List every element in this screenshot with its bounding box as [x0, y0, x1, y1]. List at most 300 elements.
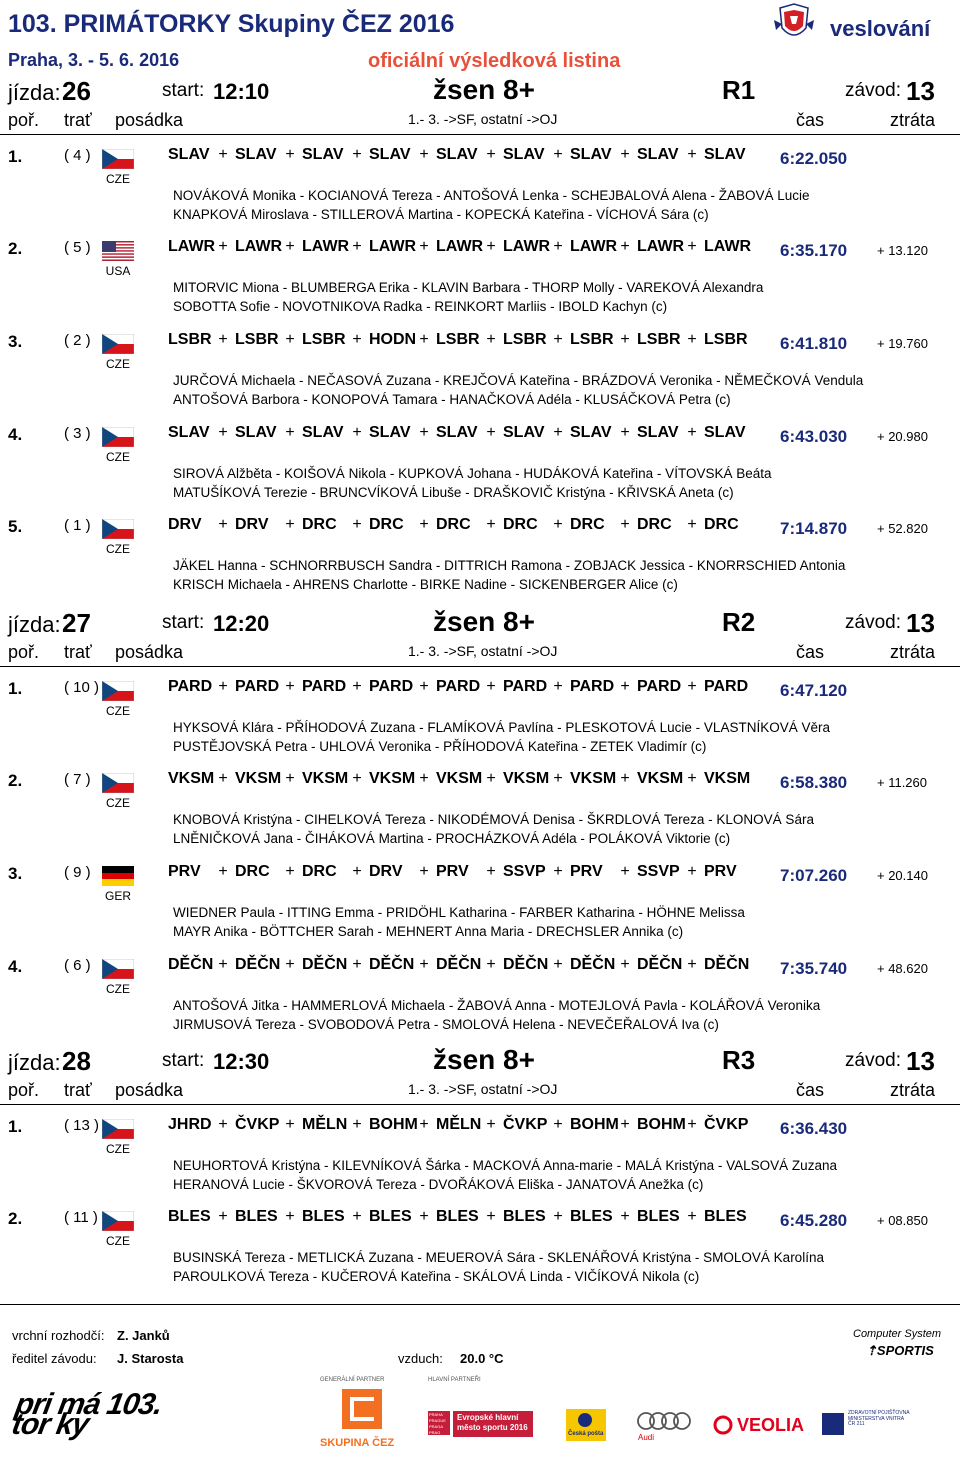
crew-place: 5. [8, 517, 23, 536]
crew-clubs [168, 678, 747, 696]
race-number: 13 [906, 76, 935, 106]
col-time: čas [796, 1080, 825, 1100]
club-code: LSBR [436, 331, 480, 348]
plus-separator: + [553, 1208, 563, 1225]
club-code: SLAV [369, 146, 411, 163]
club-code: MĚLN [302, 1116, 348, 1133]
club-code: SSVP [637, 863, 680, 880]
club-code: LSBR [168, 331, 212, 348]
club-code: DĚČN [235, 956, 281, 973]
plus-separator: + [218, 1116, 228, 1133]
plus-separator: + [553, 1116, 563, 1133]
zpmv-logo: ZDRAVOTNÍ POJIŠŤOVNA MINISTERSTVA VNITRA ČR 211 [822, 1411, 912, 1441]
ger-flag-icon [102, 866, 134, 886]
start-label: start: [162, 1050, 205, 1071]
crew-lane: ( 11 ) [64, 1209, 98, 1226]
cze-flag-icon [102, 773, 134, 793]
plus-separator: + [285, 678, 295, 695]
plus-separator: + [419, 146, 429, 163]
crew-names-line2: KRISCH Michaela - AHRENS Charlotte - BIRKE Nadine - SICKENBERGER Alice (c) [173, 577, 678, 592]
plus-separator: + [352, 238, 362, 255]
club-code: ČVKP [704, 1116, 749, 1133]
club-code: LAWR [570, 238, 618, 255]
club-code: JHRD [168, 1116, 212, 1133]
cze-flag-icon [102, 149, 134, 169]
sportis-logo: ⇡SPORTIS [866, 1343, 934, 1358]
crew-time: 7:14.870 [780, 519, 848, 538]
plus-separator: + [218, 863, 228, 880]
judge-name: Z. Janků [117, 1328, 170, 1343]
crew-place: 2. [8, 1209, 23, 1228]
cez-logo: SKUPINA ČEZ [318, 1389, 408, 1455]
document-subtitle: oficiální výsledková listina [368, 50, 621, 72]
plus-separator: + [486, 678, 496, 695]
plus-separator: + [419, 863, 429, 880]
main-partners-label: HLAVNÍ PARTNEŘI [428, 1377, 481, 1383]
crew-gap: + 52.820 [877, 521, 928, 536]
crew-gap: + 11.260 [877, 775, 928, 790]
crew-place: 2. [8, 239, 23, 258]
crew-country: CZE [106, 357, 130, 371]
round-code: R3 [722, 1045, 756, 1075]
club-code: PRV [570, 863, 603, 880]
crew-lane: ( 9 ) [64, 864, 91, 881]
crew-names-line2: HERANOVÁ Lucie - ŠKVOROVÁ Tereza - DVOŘÁKOVÁ Eliška - JANATOVÁ Anežka (c) [173, 1177, 704, 1192]
page-title: 103. PRIMÁTORKY Skupiny ČEZ 2016 [8, 10, 455, 38]
crew-country: CZE [106, 982, 130, 996]
cze-flag-icon [102, 1119, 134, 1139]
club-code: PARD [168, 678, 213, 695]
plus-separator: + [620, 331, 630, 348]
col-crew: posádka [115, 1080, 184, 1100]
crew-clubs [168, 516, 747, 534]
col-gap: ztráta [890, 1080, 936, 1100]
club-code: DRC [369, 516, 404, 533]
crew-names-line2: PUSTĚJOVSKÁ Petra - UHLOVÁ Veronika - PŘÍHODOVÁ Kateřina - ZETEK Vladimír (c) [173, 739, 707, 754]
crew-names-line1: HYKSOVÁ Klára - PŘÍHODOVÁ Zuzana - FLAMÍKOVÁ Pavlína - PLESKOTOVÁ Lucie - VLASTNÍKOVÁ Věra [173, 720, 830, 735]
plus-separator: + [553, 956, 563, 973]
crew-time: 6:41.810 [780, 334, 848, 353]
plus-separator: + [620, 1208, 630, 1225]
column-headers [0, 1078, 960, 1105]
club-code: LAWR [168, 238, 216, 255]
club-code: SLAV [369, 424, 411, 441]
progression-rule: 1.- 3. ->SF, ostatní ->OJ [408, 643, 558, 659]
crew-country: CZE [106, 796, 130, 810]
place-date: Praha, 3. - 5. 6. 2016 [8, 50, 180, 70]
crew-clubs [168, 238, 752, 256]
club-code: SLAV [503, 146, 545, 163]
plus-separator: + [486, 331, 496, 348]
club-code: BOHM [570, 1116, 619, 1133]
crew-clubs [168, 146, 747, 164]
club-code: LAWR [637, 238, 685, 255]
plus-separator: + [352, 424, 362, 441]
club-code: LSBR [704, 331, 748, 348]
race-number: 13 [906, 1046, 935, 1076]
plus-separator: + [419, 956, 429, 973]
col-place: poř. [8, 110, 40, 130]
club-code: DRC [503, 516, 538, 533]
crew-names-line2: ANTOŠOVÁ Barbora - KONOPOVÁ Tamara - HANAČKOVÁ Adéla - KLUSÁČKOVÁ Petra (c) [173, 392, 731, 407]
club-code: DĚČN [570, 956, 616, 973]
crew-row [0, 770, 960, 862]
plus-separator: + [419, 1116, 429, 1133]
crew-names-line1: NOVÁKOVÁ Monika - KOCIANOVÁ Tereza - ANTOŠOVÁ Lenka - SCHEJBALOVÁ Alena - ŽABOVÁ Lucie [173, 188, 810, 203]
plus-separator: + [687, 1116, 697, 1133]
col-crew: posádka [115, 642, 184, 662]
crew-names-line1: KNOBOVÁ Kristýna - CIHELKOVÁ Tereza - NIKODÉMOVÁ Denisa - ŠKRDLOVÁ Tereza - KLONOVÁ Sára [173, 812, 814, 827]
crew-names-line1: JURČOVÁ Michaela - NEČASOVÁ Zuzana - KREJČOVÁ Kateřina - BRÁZDOVÁ Veronika - NĚMEČKOVÁ Vendula [173, 373, 864, 388]
start-time: 12:10 [213, 79, 270, 104]
club-code: BLES [369, 1208, 412, 1225]
crew-names-line1: SIROVÁ Alžběta - KOIŠOVÁ Nikola - KUPKOVÁ Johana - HUDÁKOVÁ Kateřina - VÍTOVSKÁ Beáta [173, 466, 772, 481]
crew-clubs [168, 956, 750, 974]
crew-clubs [168, 331, 747, 349]
plus-separator: + [486, 424, 496, 441]
plus-separator: + [218, 516, 228, 533]
plus-separator: + [218, 1208, 228, 1225]
club-code: VKSM [369, 770, 416, 787]
plus-separator: + [419, 331, 429, 348]
plus-separator: + [553, 424, 563, 441]
general-partner-label: GENERÁLNÍ PARTNER [320, 1377, 385, 1383]
club-code: BLES [302, 1208, 345, 1225]
primatorky-logo: pri má 103. tor ky [9, 1388, 165, 1441]
plus-separator: + [285, 863, 295, 880]
crew-country: CZE [106, 704, 130, 718]
club-code: ČVKP [235, 1116, 280, 1133]
club-code: HODN [369, 331, 417, 348]
crew-gap: + 19.760 [877, 336, 928, 351]
club-code: BLES [235, 1208, 278, 1225]
crew-row [0, 238, 960, 330]
start-time: 12:20 [213, 611, 270, 636]
plus-separator: + [687, 146, 697, 163]
club-code: BLES [637, 1208, 680, 1225]
club-code: DĚČN [168, 956, 214, 973]
plus-separator: + [285, 331, 295, 348]
club-code: SLAV [570, 146, 612, 163]
plus-separator: + [352, 863, 362, 880]
club-code: BLES [436, 1208, 479, 1225]
club-code: DĚČN [302, 956, 348, 973]
col-crew: posádka [115, 110, 184, 130]
club-code: PRV [704, 863, 737, 880]
plus-separator: + [285, 516, 295, 533]
club-code: DĚČN [436, 956, 482, 973]
crew-place: 1. [8, 679, 23, 698]
cze-flag-icon [102, 959, 134, 979]
round-code: R2 [722, 607, 756, 637]
crew-time: 6:36.430 [780, 1119, 848, 1138]
crew-place: 3. [8, 864, 23, 883]
club-code: SLAV [235, 146, 277, 163]
club-code: DRC [235, 863, 270, 880]
plus-separator: + [419, 678, 429, 695]
crew-lane: ( 5 ) [64, 239, 91, 256]
crew-names-line1: MITORVIC Miona - BLUMBERGA Erika - KLAVIN Barbara - THORP Molly - VAREKOVÁ Alexandra [173, 280, 764, 295]
czech-post-logo: Česká pošta [566, 1409, 606, 1441]
club-code: PARD [570, 678, 615, 695]
plus-separator: + [620, 238, 630, 255]
crew-time: 6:58.380 [780, 773, 848, 792]
club-code: DRC [704, 516, 739, 533]
plus-separator: + [620, 863, 630, 880]
club-code: SLAV [704, 146, 746, 163]
event-name: žsen 8+ [433, 74, 535, 105]
plus-separator: + [620, 146, 630, 163]
crew-place: 4. [8, 957, 23, 976]
crew-time: 6:22.050 [780, 149, 848, 168]
col-lane: trať [64, 642, 92, 662]
club-code: VKSM [637, 770, 684, 787]
plus-separator: + [620, 424, 630, 441]
plus-separator: + [285, 424, 295, 441]
crew-place: 2. [8, 771, 23, 790]
crew-row [0, 331, 960, 423]
club-code: SLAV [302, 146, 344, 163]
crew-names-line1: JÄKEL Hanna - SCHNORRBUSCH Sandra - DITTRICH Ramona - ZOBJACK Jessica - KNORRSCHIED Antonia [173, 558, 846, 573]
crew-gap: + 20.980 [877, 429, 928, 444]
plus-separator: + [687, 678, 697, 695]
club-code: LAWR [235, 238, 283, 255]
crew-names-line1: NEUHORTOVÁ Kristýna - KILEVNÍKOVÁ Šárka - MACKOVÁ Anna-marie - MALÁ Kristýna - VALSOVÁ Zuzana [173, 1158, 837, 1173]
crew-lane: ( 10 ) [64, 679, 100, 696]
plus-separator: + [620, 956, 630, 973]
club-code: LSBR [302, 331, 346, 348]
crew-country: CZE [106, 450, 130, 464]
col-time: čas [796, 642, 825, 662]
plus-separator: + [553, 678, 563, 695]
club-code: PARD [369, 678, 414, 695]
crew-country: GER [104, 889, 131, 903]
crew-time: 6:47.120 [780, 681, 848, 700]
club-code: DRV [168, 516, 202, 533]
club-code: PRV [436, 863, 469, 880]
plus-separator: + [419, 516, 429, 533]
club-code: SSVP [503, 863, 546, 880]
plus-separator: + [352, 956, 362, 973]
club-code: BLES [168, 1208, 211, 1225]
crew-gap: + 13.120 [877, 243, 928, 258]
computer-system-label: Computer System [853, 1328, 942, 1340]
heat-label: jízda: [8, 80, 61, 105]
club-code: DĚČN [369, 956, 415, 973]
crew-time: 6:45.280 [780, 1211, 848, 1230]
club-code: LAWR [503, 238, 551, 255]
race-number: 13 [906, 608, 935, 638]
plus-separator: + [486, 1208, 496, 1225]
plus-separator: + [486, 516, 496, 533]
heat-number: 28 [62, 1046, 91, 1076]
club-code: LAWR [436, 238, 484, 255]
european-capital-logo: Evropské hlavní město sportu 2016 [453, 1411, 533, 1437]
plus-separator: + [553, 863, 563, 880]
race-header [0, 1044, 960, 1078]
club-code: DRV [369, 863, 403, 880]
cze-flag-icon [102, 334, 134, 354]
plus-separator: + [687, 1208, 697, 1225]
crew-clubs [168, 424, 747, 442]
club-code: PARD [704, 678, 749, 695]
col-place: poř. [8, 642, 40, 662]
crew-row [0, 678, 960, 770]
crew-row [0, 146, 960, 238]
start-label: start: [162, 612, 205, 633]
plus-separator: + [553, 331, 563, 348]
club-code: SLAV [637, 424, 679, 441]
plus-separator: + [486, 770, 496, 787]
plus-separator: + [620, 1116, 630, 1133]
plus-separator: + [620, 770, 630, 787]
plus-separator: + [352, 1116, 362, 1133]
column-headers [0, 108, 960, 135]
crew-gap: + 20.140 [877, 868, 928, 883]
club-code: BLES [503, 1208, 546, 1225]
club-code: SLAV [704, 424, 746, 441]
col-gap: ztráta [890, 110, 936, 130]
club-code: DĚČN [503, 956, 549, 973]
director-name: J. Starosta [117, 1351, 184, 1366]
club-code: ČVKP [503, 1116, 548, 1133]
plus-separator: + [486, 238, 496, 255]
progression-rule: 1.- 3. ->SF, ostatní ->OJ [408, 1081, 558, 1097]
race-label: závod: [845, 1050, 901, 1071]
cze-flag-icon [102, 681, 134, 701]
club-code: VKSM [302, 770, 349, 787]
director-label: ředitel závodu: [12, 1351, 97, 1366]
crew-lane: ( 4 ) [64, 147, 91, 164]
club-code: VKSM [503, 770, 550, 787]
start-time: 12:30 [213, 1049, 270, 1074]
club-code: PARD [436, 678, 481, 695]
club-code: DRV [235, 516, 269, 533]
crew-time: 7:35.740 [780, 959, 848, 978]
plus-separator: + [553, 146, 563, 163]
club-code: SLAV [436, 424, 478, 441]
footer [0, 1304, 960, 1458]
crew-country: USA [105, 264, 131, 278]
heat-label: jízda: [8, 612, 61, 637]
crew-country: CZE [106, 542, 130, 556]
heat-label: jízda: [8, 1050, 61, 1075]
col-lane: trať [64, 110, 92, 130]
club-code: VKSM [436, 770, 483, 787]
col-place: poř. [8, 1080, 40, 1100]
plus-separator: + [486, 863, 496, 880]
plus-separator: + [285, 956, 295, 973]
plus-separator: + [218, 678, 228, 695]
crew-names-line1: ANTOŠOVÁ Jitka - HAMMERLOVÁ Michaela - ŽABOVÁ Anna - MOTEJLOVÁ Pavla - KOLÁŘOVÁ Veronika [173, 998, 821, 1013]
plus-separator: + [285, 238, 295, 255]
crew-time: 6:43.030 [780, 427, 848, 446]
crew-time: 7:07.260 [780, 866, 848, 885]
plus-separator: + [218, 770, 228, 787]
plus-separator: + [285, 1208, 295, 1225]
club-code: LSBR [235, 331, 279, 348]
plus-separator: + [352, 516, 362, 533]
club-code: VKSM [570, 770, 617, 787]
plus-separator: + [419, 424, 429, 441]
air-temperature: 20.0 °C [460, 1351, 504, 1366]
crew-names-line2: JIRMUSOVÁ Tereza - SVOBODOVÁ Petra - SMOLOVÁ Helena - NEVEČEŘALOVÁ Iva (c) [173, 1017, 719, 1032]
crew-lane: ( 7 ) [64, 771, 91, 788]
club-code: PRV [168, 863, 201, 880]
club-code: VKSM [235, 770, 282, 787]
plus-separator: + [553, 516, 563, 533]
plus-separator: + [352, 770, 362, 787]
plus-separator: + [687, 863, 697, 880]
crew-names-line2: MAYR Anika - BÖTTCHER Sarah - MEHNERT Anna Maria - DRECHSLER Annika (c) [173, 924, 684, 939]
plus-separator: + [687, 424, 697, 441]
club-code: PARD [637, 678, 682, 695]
crew-row [0, 1116, 960, 1208]
air-label: vzduch: [398, 1351, 443, 1366]
cze-flag-icon [102, 519, 134, 539]
club-code: SLAV [235, 424, 277, 441]
crew-country: CZE [106, 1234, 130, 1248]
plus-separator: + [419, 770, 429, 787]
plus-separator: + [285, 1116, 295, 1133]
plus-separator: + [553, 770, 563, 787]
plus-separator: + [687, 238, 697, 255]
plus-separator: + [352, 331, 362, 348]
progression-rule: 1.- 3. ->SF, ostatní ->OJ [408, 111, 558, 127]
event-name: žsen 8+ [433, 606, 535, 637]
club-code: DRC [302, 863, 337, 880]
crew-gap: + 08.850 [877, 1213, 928, 1228]
club-code: SLAV [168, 146, 210, 163]
crew-lane: ( 3 ) [64, 425, 91, 442]
crew-lane: ( 2 ) [64, 332, 91, 349]
club-code: SLAV [637, 146, 679, 163]
crew-country: CZE [106, 1142, 130, 1156]
plus-separator: + [285, 146, 295, 163]
crew-lane: ( 13 ) [64, 1117, 100, 1134]
club-code: BOHM [637, 1116, 686, 1133]
plus-separator: + [620, 516, 630, 533]
crew-place: 4. [8, 425, 23, 444]
crew-row [0, 956, 960, 1048]
club-code: DĚČN [704, 956, 750, 973]
club-code: DRC [637, 516, 672, 533]
plus-separator: + [285, 770, 295, 787]
plus-separator: + [620, 678, 630, 695]
plus-separator: + [419, 1208, 429, 1225]
crew-names-line2: PAROULKOVÁ Tereza - KUČEROVÁ Kateřina - SKÁLOVÁ Linda - VIČÍKOVÁ Nikola (c) [173, 1269, 700, 1284]
col-time: čas [796, 110, 825, 130]
race-label: závod: [845, 612, 901, 633]
start-label: start: [162, 80, 205, 101]
crew-place: 3. [8, 332, 23, 351]
plus-separator: + [687, 331, 697, 348]
club-code: PARD [503, 678, 548, 695]
crew-clubs [168, 1208, 747, 1226]
crew-country: CZE [106, 172, 130, 186]
plus-separator: + [352, 678, 362, 695]
crew-clubs [168, 1116, 747, 1134]
plus-separator: + [218, 146, 228, 163]
club-code: LSBR [570, 331, 614, 348]
crew-clubs [168, 770, 751, 788]
race-header [0, 606, 960, 640]
club-code: BOHM [369, 1116, 418, 1133]
plus-separator: + [218, 238, 228, 255]
club-code: SLAV [436, 146, 478, 163]
club-code: SLAV [168, 424, 210, 441]
veolia-logo: VEOLIA [713, 1413, 803, 1439]
